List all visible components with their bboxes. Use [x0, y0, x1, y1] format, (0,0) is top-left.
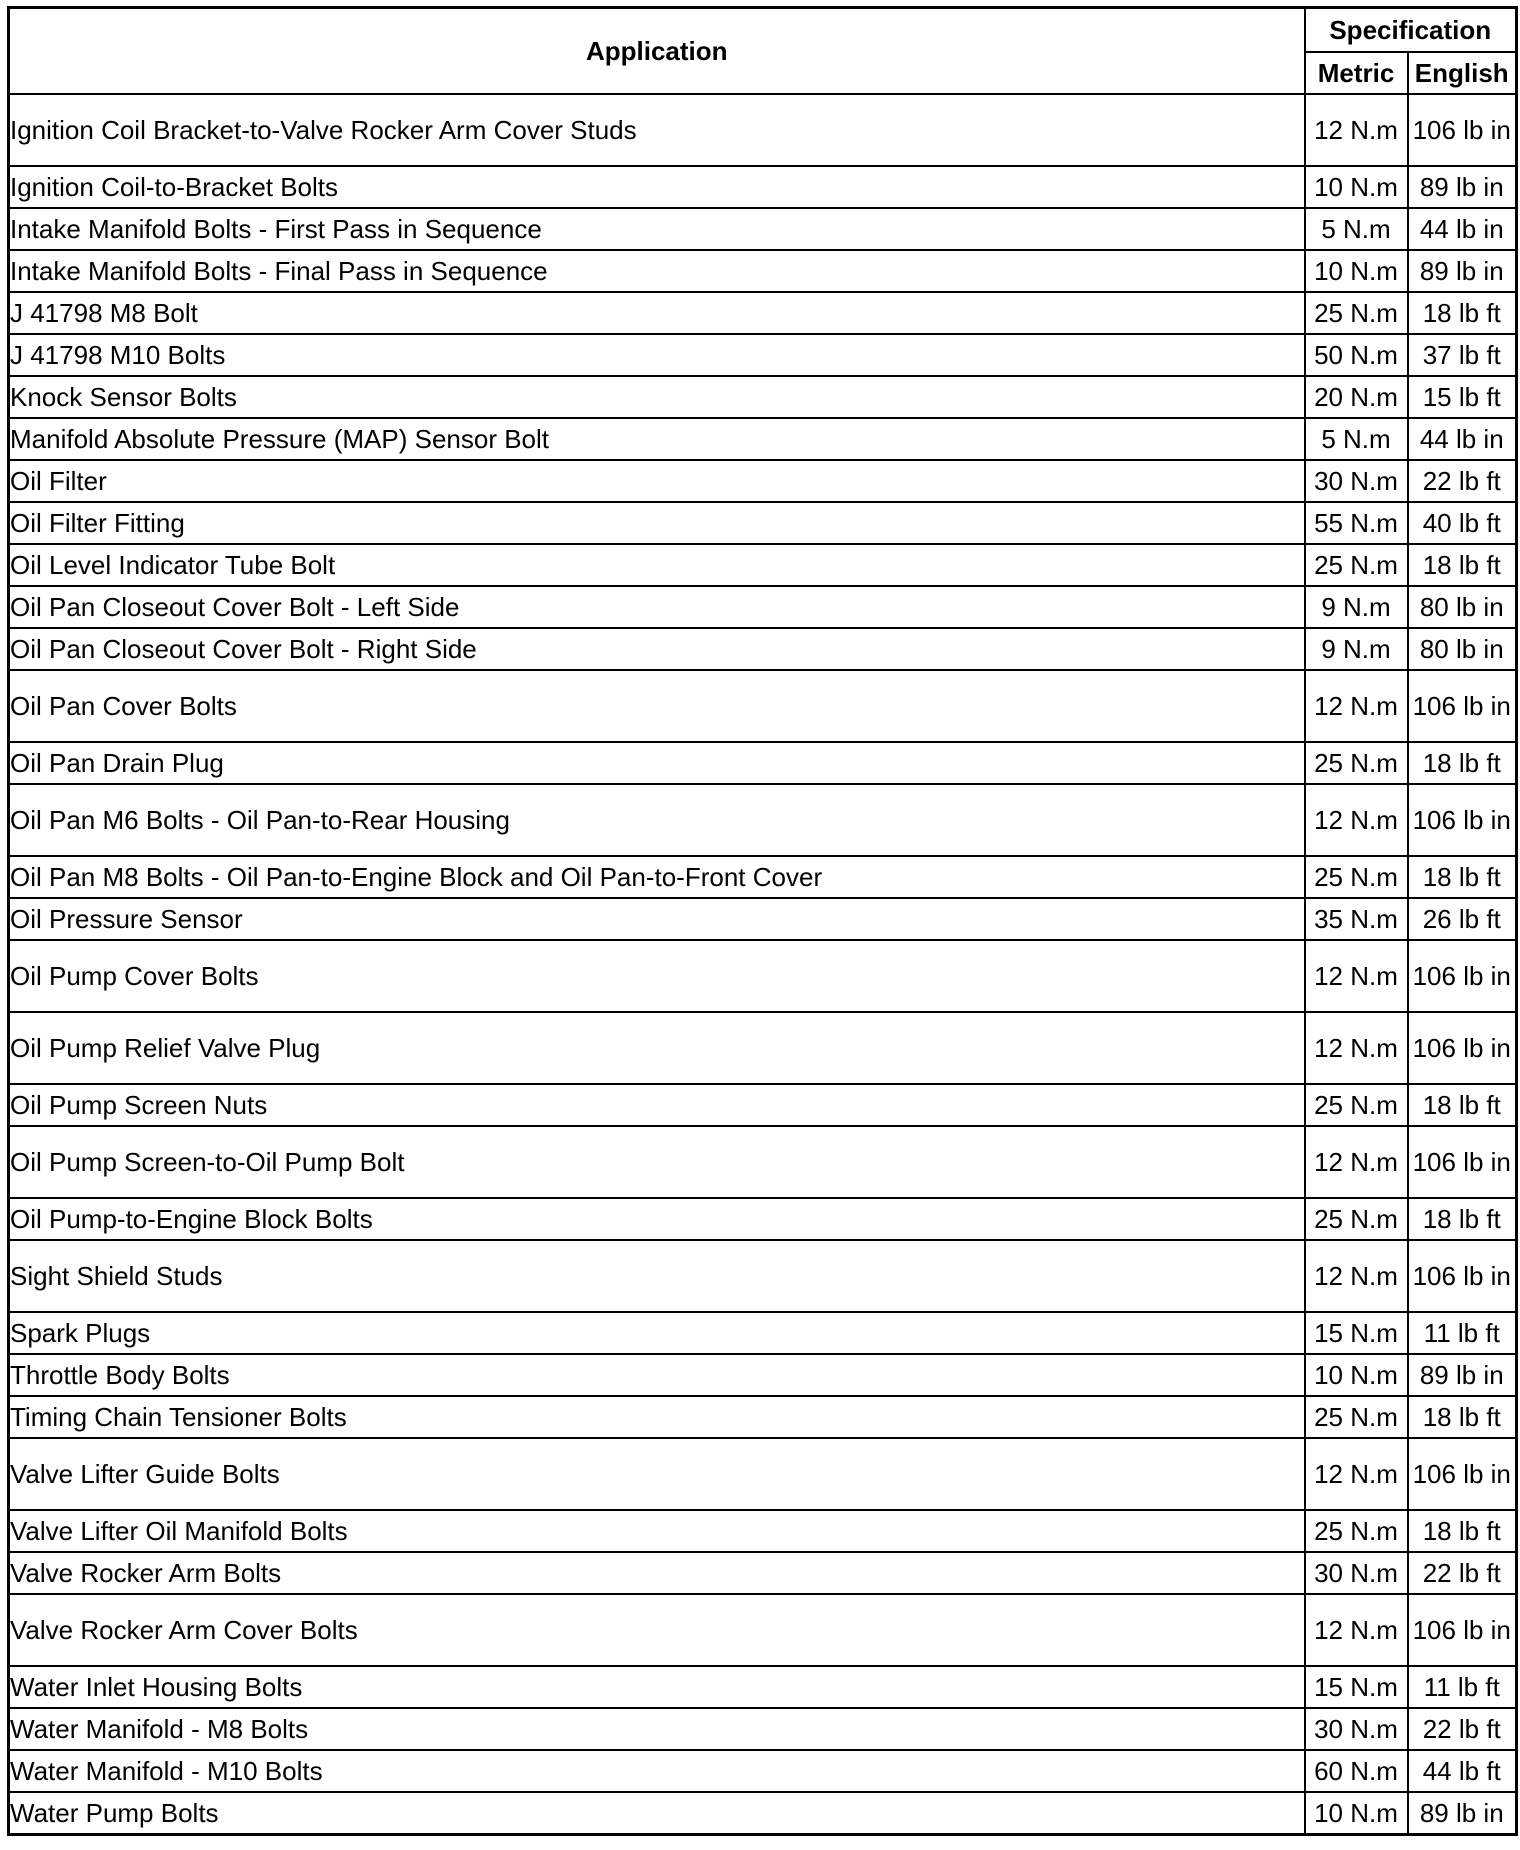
application-cell: Valve Rocker Arm Bolts [9, 1552, 1305, 1594]
application-cell: Timing Chain Tensioner Bolts [9, 1396, 1305, 1438]
metric-cell: 60 N.m [1305, 1750, 1408, 1792]
table-row [9, 1552, 1517, 1594]
metric-cell: 10 N.m [1305, 166, 1408, 208]
english-cell: 89 lb in [1408, 1792, 1517, 1835]
english-cell: 37 lb ft [1408, 334, 1517, 376]
metric-cell: 12 N.m [1305, 1240, 1408, 1312]
application-cell: Throttle Body Bolts [9, 1354, 1305, 1396]
table-row [9, 628, 1517, 670]
table-row [9, 418, 1517, 460]
english-cell: 106 lb in [1408, 1594, 1517, 1666]
metric-cell: 9 N.m [1305, 628, 1408, 670]
application-cell: Sight Shield Studs [9, 1240, 1305, 1312]
application-cell: Oil Pump Screen Nuts [9, 1084, 1305, 1126]
metric-cell: 15 N.m [1305, 1312, 1408, 1354]
table-row [9, 1312, 1517, 1354]
english-cell: 89 lb in [1408, 166, 1517, 208]
table-row [9, 250, 1517, 292]
english-cell: 18 lb ft [1408, 1510, 1517, 1552]
english-cell: 18 lb ft [1408, 544, 1517, 586]
english-cell: 89 lb in [1408, 1354, 1517, 1396]
english-cell: 80 lb in [1408, 586, 1517, 628]
table-row [9, 1084, 1517, 1126]
table-row [9, 856, 1517, 898]
english-cell: 106 lb in [1408, 940, 1517, 1012]
table-row [9, 94, 1517, 166]
application-cell: Oil Pan M6 Bolts - Oil Pan-to-Rear Housing [9, 784, 1305, 856]
metric-cell: 25 N.m [1305, 292, 1408, 334]
english-cell: 18 lb ft [1408, 292, 1517, 334]
metric-cell: 12 N.m [1305, 670, 1408, 742]
metric-cell: 12 N.m [1305, 94, 1408, 166]
metric-cell: 25 N.m [1305, 1198, 1408, 1240]
table-row [9, 784, 1517, 856]
application-cell: Valve Lifter Oil Manifold Bolts [9, 1510, 1305, 1552]
header-application: Application [9, 8, 1305, 95]
table-row [9, 292, 1517, 334]
application-cell: Oil Level Indicator Tube Bolt [9, 544, 1305, 586]
application-cell: Water Pump Bolts [9, 1792, 1305, 1835]
metric-cell: 15 N.m [1305, 1666, 1408, 1708]
english-cell: 44 lb ft [1408, 1750, 1517, 1792]
english-cell: 18 lb ft [1408, 742, 1517, 784]
english-cell: 11 lb ft [1408, 1666, 1517, 1708]
table-row [9, 460, 1517, 502]
table-row [9, 742, 1517, 784]
metric-cell: 50 N.m [1305, 334, 1408, 376]
metric-cell: 12 N.m [1305, 1012, 1408, 1084]
application-cell: Oil Pump Screen-to-Oil Pump Bolt [9, 1126, 1305, 1198]
english-cell: 106 lb in [1408, 94, 1517, 166]
table-row [9, 166, 1517, 208]
english-cell: 44 lb in [1408, 208, 1517, 250]
english-cell: 26 lb ft [1408, 898, 1517, 940]
application-cell: Oil Filter Fitting [9, 502, 1305, 544]
metric-cell: 55 N.m [1305, 502, 1408, 544]
table-row [9, 586, 1517, 628]
application-cell: Oil Pump Relief Valve Plug [9, 1012, 1305, 1084]
metric-cell: 30 N.m [1305, 1708, 1408, 1750]
english-cell: 44 lb in [1408, 418, 1517, 460]
metric-cell: 12 N.m [1305, 1126, 1408, 1198]
application-cell: Water Manifold - M8 Bolts [9, 1708, 1305, 1750]
english-cell: 18 lb ft [1408, 1198, 1517, 1240]
application-cell: Intake Manifold Bolts - First Pass in Sequence [9, 208, 1305, 250]
table-row [9, 1666, 1517, 1708]
english-cell: 106 lb in [1408, 784, 1517, 856]
metric-cell: 25 N.m [1305, 1510, 1408, 1552]
table-row [9, 334, 1517, 376]
application-cell: Knock Sensor Bolts [9, 376, 1305, 418]
metric-cell: 9 N.m [1305, 586, 1408, 628]
table-row [9, 1510, 1517, 1552]
english-cell: 106 lb in [1408, 1126, 1517, 1198]
metric-cell: 25 N.m [1305, 742, 1408, 784]
table-row [9, 1240, 1517, 1312]
english-cell: 40 lb ft [1408, 502, 1517, 544]
application-cell: Oil Pump-to-Engine Block Bolts [9, 1198, 1305, 1240]
english-cell: 80 lb in [1408, 628, 1517, 670]
table-row [9, 1354, 1517, 1396]
application-cell: J 41798 M8 Bolt [9, 292, 1305, 334]
metric-cell: 25 N.m [1305, 856, 1408, 898]
metric-cell: 12 N.m [1305, 784, 1408, 856]
metric-cell: 35 N.m [1305, 898, 1408, 940]
metric-cell: 25 N.m [1305, 1084, 1408, 1126]
application-cell: Oil Pan Closeout Cover Bolt - Left Side [9, 586, 1305, 628]
english-cell: 106 lb in [1408, 1240, 1517, 1312]
english-cell: 18 lb ft [1408, 856, 1517, 898]
application-cell: Intake Manifold Bolts - Final Pass in Sequence [9, 250, 1305, 292]
metric-cell: 20 N.m [1305, 376, 1408, 418]
application-cell: Oil Pressure Sensor [9, 898, 1305, 940]
table-row [9, 1438, 1517, 1510]
table-row [9, 1198, 1517, 1240]
application-cell: Spark Plugs [9, 1312, 1305, 1354]
torque-spec-table [7, 6, 1518, 1836]
english-cell: 106 lb in [1408, 1012, 1517, 1084]
header-metric: Metric [1305, 52, 1408, 94]
table-body [9, 94, 1517, 1835]
table-row [9, 1396, 1517, 1438]
table-row [9, 898, 1517, 940]
application-cell: Manifold Absolute Pressure (MAP) Sensor Bolt [9, 418, 1305, 460]
metric-cell: 5 N.m [1305, 208, 1408, 250]
table-row [9, 670, 1517, 742]
table-row [9, 502, 1517, 544]
header-specification: Specification [1305, 8, 1517, 53]
metric-cell: 30 N.m [1305, 460, 1408, 502]
application-cell: Water Inlet Housing Bolts [9, 1666, 1305, 1708]
application-cell: Ignition Coil-to-Bracket Bolts [9, 166, 1305, 208]
metric-cell: 12 N.m [1305, 1594, 1408, 1666]
application-cell: Valve Rocker Arm Cover Bolts [9, 1594, 1305, 1666]
application-cell: Oil Pan Drain Plug [9, 742, 1305, 784]
metric-cell: 12 N.m [1305, 940, 1408, 1012]
table-row [9, 940, 1517, 1012]
application-cell: Oil Pump Cover Bolts [9, 940, 1305, 1012]
table-row [9, 1012, 1517, 1084]
table-row [9, 1708, 1517, 1750]
english-cell: 11 lb ft [1408, 1312, 1517, 1354]
english-cell: 106 lb in [1408, 1438, 1517, 1510]
application-cell: Oil Pan M8 Bolts - Oil Pan-to-Engine Block and Oil Pan-to-Front Cover [9, 856, 1305, 898]
table-row [9, 1750, 1517, 1792]
metric-cell: 10 N.m [1305, 1792, 1408, 1835]
english-cell: 89 lb in [1408, 250, 1517, 292]
application-cell: Water Manifold - M10 Bolts [9, 1750, 1305, 1792]
english-cell: 15 lb ft [1408, 376, 1517, 418]
metric-cell: 5 N.m [1305, 418, 1408, 460]
table-row [9, 1126, 1517, 1198]
english-cell: 18 lb ft [1408, 1084, 1517, 1126]
metric-cell: 25 N.m [1305, 544, 1408, 586]
application-cell: Valve Lifter Guide Bolts [9, 1438, 1305, 1510]
metric-cell: 10 N.m [1305, 1354, 1408, 1396]
metric-cell: 30 N.m [1305, 1552, 1408, 1594]
english-cell: 18 lb ft [1408, 1396, 1517, 1438]
english-cell: 22 lb ft [1408, 1708, 1517, 1750]
application-cell: J 41798 M10 Bolts [9, 334, 1305, 376]
english-cell: 22 lb ft [1408, 1552, 1517, 1594]
table-row [9, 208, 1517, 250]
metric-cell: 25 N.m [1305, 1396, 1408, 1438]
application-cell: Oil Pan Closeout Cover Bolt - Right Side [9, 628, 1305, 670]
metric-cell: 10 N.m [1305, 250, 1408, 292]
table-row [9, 1594, 1517, 1666]
header-english: English [1408, 52, 1517, 94]
table-row [9, 376, 1517, 418]
application-cell: Oil Filter [9, 460, 1305, 502]
english-cell: 106 lb in [1408, 670, 1517, 742]
table-row [9, 544, 1517, 586]
table-row [9, 1792, 1517, 1835]
application-cell: Oil Pan Cover Bolts [9, 670, 1305, 742]
metric-cell: 12 N.m [1305, 1438, 1408, 1510]
english-cell: 22 lb ft [1408, 460, 1517, 502]
table-header [9, 8, 1517, 95]
application-cell: Ignition Coil Bracket-to-Valve Rocker Arm Cover Studs [9, 94, 1305, 166]
